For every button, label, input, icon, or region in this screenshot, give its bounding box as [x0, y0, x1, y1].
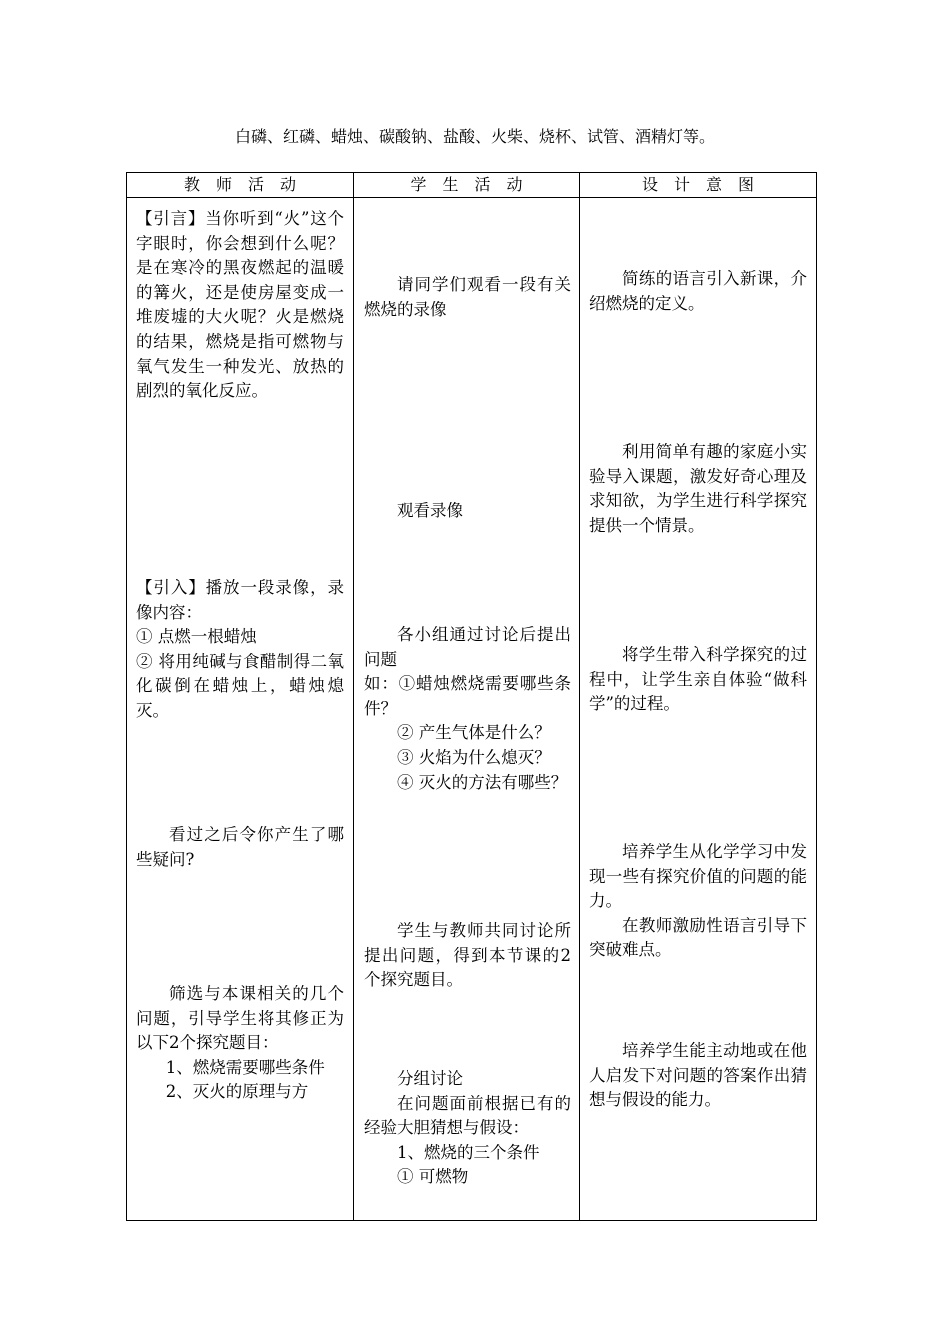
student-hypothesis: 在问题面前根据已有的经验大胆猜想与假设： — [364, 1093, 571, 1138]
teacher-lead: 【引入】播放一段录像，录像内容： — [136, 578, 344, 622]
student-question-4: ④ 灭火的方法有哪些？ — [397, 772, 568, 792]
design-intent-6: 培养学生能主动地或在他人启发下对问题的答案作出猜想与假设的能力。 — [589, 1041, 807, 1110]
student-discuss-lead: 各小组通过讨论后提出问题 — [364, 625, 571, 669]
student-conditions: 1、燃烧的三个条件 — [397, 1142, 540, 1162]
student-joint-discussion: 学生与教师共同讨论所提出问题，得到本节课的2个探究题目。 — [364, 921, 571, 990]
student-question-1: 如：①蜡烛燃烧需要哪些条件？ — [364, 674, 571, 718]
teacher-video-item-2: ② 将用纯碱与食醋制得二氧化碳倒在蜡烛上，蜡烛熄灭。 — [136, 651, 344, 720]
student-watch-request: 请同学们观看一段有关燃烧的录像 — [364, 275, 571, 319]
design-intent-5: 在教师激励性语言引导下突破难点。 — [589, 915, 807, 960]
teacher-video-item-1: ① 点燃一根蜡烛 — [136, 627, 257, 647]
student-watch: 观看录像 — [397, 501, 463, 520]
header-student-activity: 学生活动 — [354, 173, 580, 198]
student-condition-1: ① 可燃物 — [397, 1167, 469, 1187]
teacher-question: 看过之后令你产生了哪些疑问? — [136, 825, 344, 869]
lesson-plan-table — [126, 172, 817, 1221]
student-question-3: ③ 火焰为什么熄灭？ — [397, 747, 551, 767]
student-group-discussion: 分组讨论 — [397, 1069, 463, 1088]
teacher-topic-1: 1、燃烧需要哪些条件 — [165, 1057, 325, 1077]
design-intent-3: 将学生带入科学探究的过程中，让学生亲自体验“做科学”的过程。 — [589, 645, 807, 714]
teacher-filter: 筛选与本课相关的几个问题，引导学生将其修正为以下2个探究题目： — [136, 984, 344, 1053]
design-intent-4: 培养学生从化学学习中发现一些有探究价值的问题的能力。 — [589, 842, 807, 911]
header-teacher-activity: 教师活动 — [127, 173, 354, 198]
teacher-activity-cell — [127, 198, 354, 1221]
table-body-row — [127, 198, 817, 1221]
teacher-intro: 【引言】当你听到“火”这个字眼时，你会想到什么呢？是在寒冷的黑夜燃起的温暖的篝火，还是使房屋变成一堆废墟的大火呢？火是燃烧的结果，燃烧是指可燃物与氧气发生一种发光、放热的剧烈的氧化反应。 — [136, 209, 344, 401]
materials-list: 白磷、红磷、蜡烛、碳酸钠、盐酸、火柴、烧杯、试管、酒精灯等。 — [234, 127, 715, 146]
teacher-topic-2: 2、灭火的原理与方 — [165, 1082, 309, 1102]
design-intent-1: 简练的语言引入新课，介绍燃烧的定义。 — [589, 269, 807, 313]
student-activity-cell — [354, 198, 580, 1221]
design-intent-cell — [580, 198, 817, 1221]
table-header-row — [127, 173, 817, 198]
design-intent-2: 利用简单有趣的家庭小实验导入课题，激发好奇心理及求知欲，为学生进行科学探究提供一个情景。 — [589, 442, 807, 535]
header-design-intent: 设计意图 — [580, 173, 817, 198]
student-question-2: ② 产生气体是什么？ — [397, 723, 551, 743]
